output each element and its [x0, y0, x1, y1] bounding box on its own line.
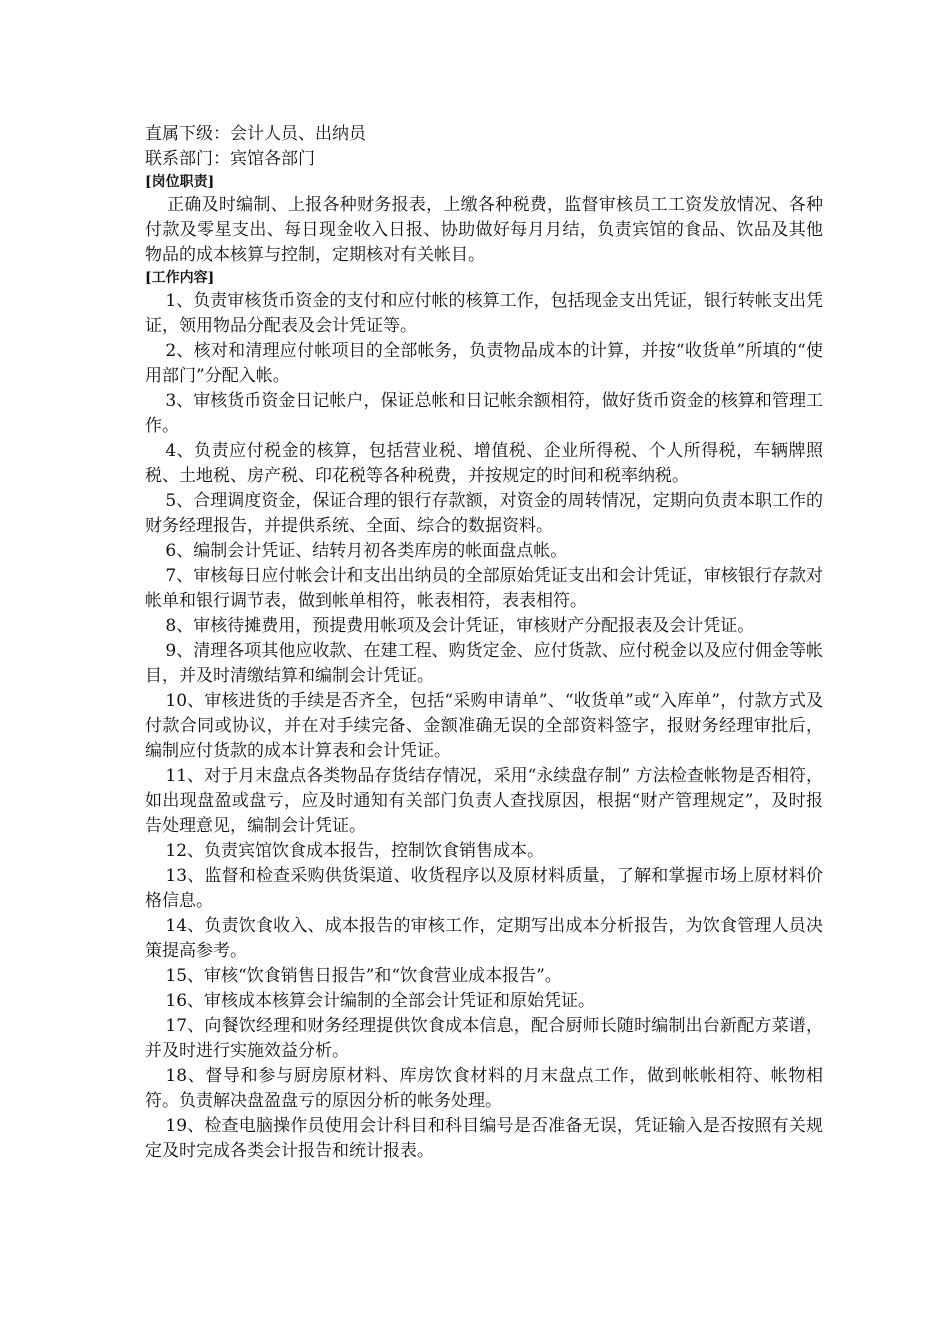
- duties-heading: [岗位职责]: [145, 174, 215, 190]
- work-item: 3、审核货币资金日记帐户，保证总帐和日记帐余额相符，做好货币资金的核算和管理工作。: [145, 391, 823, 436]
- duties-paragraph: 正确及时编制、上报各种财务报表，上缴各种税费，监督审核员工工资发放情况、各种付款及零星支出、每日现金收入日报、协助做好每月月结，负责宾馆的食品、饮品及其他物品的成本核算与控制，定期核对有关帐目。: [145, 195, 823, 265]
- work-item: 14、负责饮食收入、成本报告的审核工作，定期写出成本分析报告，为饮食管理人员决策提高参考。: [145, 916, 823, 961]
- document-page: [145, 122, 823, 1164]
- work-item: 13、监督和检查采购供货渠道、收货程序以及原材料质量，了解和掌握市场上原材料价格信息。: [145, 866, 823, 911]
- departments-line: 联系部门：宾馆各部门: [145, 149, 315, 169]
- work-item: 10、审核进货的手续是否齐全，包括“采购申请单”、“收货单”或“入库单”，付款方式及付款合同或协议，并在对手续完备、金额准确无误的全部资料签字，报财务经理审批后，编制应付货款的成本计算表和会计凭证。: [145, 691, 823, 761]
- subordinates-line: 直属下级：会计人员、出纳员: [145, 124, 366, 144]
- work-item: 17、向餐饮经理和财务经理提供饮食成本信息，配合厨师长随时编制出台新配方菜谱，并及时进行实施效益分析。: [145, 1016, 823, 1061]
- work-item: 15、审核“饮食销售日报告”和“饮食营业成本报告”。: [165, 966, 562, 986]
- work-item: 18、督导和参与厨房原材料、库房饮食材料的月末盘点工作，做到帐帐相符、帐物相符。负责解决盘盈盘亏的原因分析的帐务处理。: [145, 1066, 823, 1111]
- work-item: 6、编制会计凭证、结转月初各类库房的帐面盘点帐。: [165, 541, 568, 561]
- work-item: 8、审核待摊费用，预提费用帐项及会计凭证，审核财产分配报表及会计凭证。: [165, 616, 755, 636]
- work-item: 12、负责宾馆饮食成本报告，控制饮食销售成本。: [165, 841, 545, 861]
- work-item: 7、审核每日应付帐会计和支出出纳员的全部原始凭证支出和会计凭证，审核银行存款对帐单和银行调节表，做到帐单相符，帐表相符，表表相符。: [145, 566, 823, 611]
- work-item: 1、负责审核货币资金的支付和应付帐的核算工作，包括现金支出凭证，银行转帐支出凭证，领用物品分配表及会计凭证等。: [145, 291, 823, 336]
- work-item: 16、审核成本核算会计编制的全部会计凭证和原始凭证。: [165, 991, 596, 1011]
- work-item: 2、核对和清理应付帐项目的全部帐务，负责物品成本的计算，并按“收货单”所填的“使用部门”分配入帐。: [145, 341, 823, 386]
- work-heading: [工作内容]: [145, 270, 215, 286]
- work-item: 9、清理各项其他应收款、在建工程、购货定金、应付货款、应付税金以及应付佣金等帐目，并及时清缴结算和编制会计凭证。: [145, 641, 823, 686]
- work-item-list: [145, 289, 823, 1164]
- work-item: 19、检查电脑操作员使用会计科目和科目编号是否准备无误，凭证输入是否按照有关规定及时完成各类会计报告和统计报表。: [145, 1116, 823, 1161]
- work-item: 5、合理调度资金，保证合理的银行存款额，对资金的周转情况，定期向负责本职工作的财务经理报告，并提供系统、全面、综合的数据资料。: [145, 491, 823, 536]
- work-item: 11、对于月末盘点各类物品存货结存情况，采用“永续盘存制” 方法检查帐物是否相符，如出现盘盈或盘亏，应及时通知有关部门负责人查找原因，根据“财产管理规定”，及时报告处理意见，编制会计凭证。: [145, 766, 823, 836]
- work-item: 4、负责应付税金的核算，包括营业税、增值税、企业所得税、个人所得税，车辆牌照税、土地税、房产税、印花税等各种税费，并按规定的时间和税率纳税。: [145, 441, 823, 486]
